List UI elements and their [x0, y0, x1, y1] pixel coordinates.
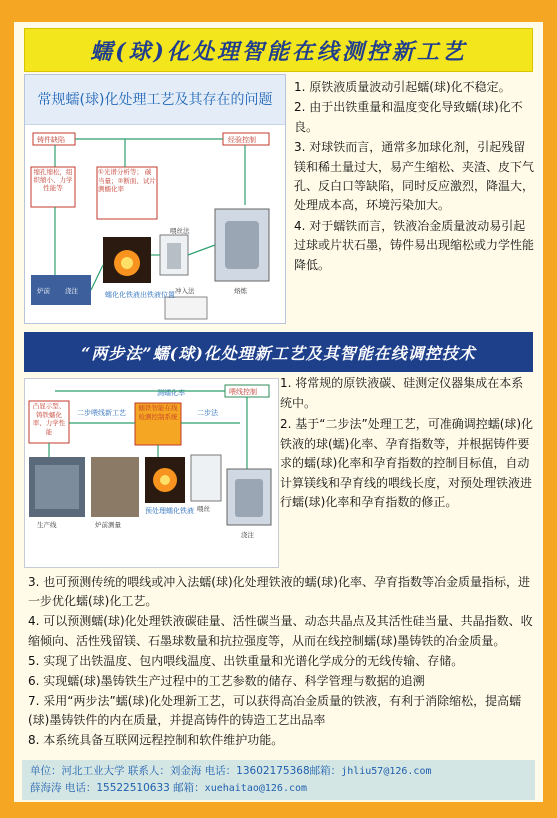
- feedback-control-label: 经验控制: [228, 136, 256, 144]
- new-process-title: “两步法”蠕(球)化处理新工艺及其智能在线调控技术: [81, 343, 476, 363]
- poster-title: 蠕(球)化处理智能在线测控新工艺: [90, 38, 467, 65]
- title-banner: [24, 28, 533, 72]
- feature-item: 7. 采用“两步法”蠕(球)化处理新工艺，可以获得高冶金质量的铁液，有利于消除缩松，提高蠕(球)墨铸铁件的内在质量，并提高铸件的铸造工艺出品率: [28, 693, 522, 728]
- furnace-analysis-label: 炉前测量: [95, 521, 121, 529]
- contact-prefix-2: 薛海涛 电话：15522510633 邮箱：: [30, 782, 205, 794]
- smart-center-fo: [136, 404, 180, 444]
- feature-item: 4. 可以预测蠕(球)化处理铁液碳硅量、活性碳当量、动态共晶点及其活性硅当量、共晶指数、收缩倾向、活性残留镁、石墨球数量和抗拉强度等，从而在线控制蠕(球)墨铸铁的冶金质量。: [28, 614, 533, 648]
- problem-item: 1. 原铁液质量波动引起蠕(球)化不稳定。: [294, 80, 511, 94]
- label-b: 二步法: [197, 409, 218, 417]
- feature-item: 3. 也可预测传统的喂线或冲入法蠕(球)化处理铁液的蠕(球)化率、孕育指数等冶金质量指标，进一步优化蠕(球)化工艺。: [28, 575, 530, 609]
- email-link-1[interactable]: jhliu57@126.com: [341, 766, 432, 777]
- conventional-problems-list: [294, 78, 534, 322]
- conventional-process-diagram: [24, 74, 286, 324]
- new-process-feature-list: [28, 573, 536, 751]
- new-process-diagram: [24, 378, 279, 568]
- wire-control-label: 喂线控制: [229, 388, 257, 396]
- poster: [14, 22, 543, 802]
- contact-footer: [22, 760, 535, 800]
- new-process-side-list: [280, 374, 535, 570]
- contact-line-1: [30, 763, 527, 780]
- furnace-label: 熔炼: [234, 287, 247, 295]
- molten-iron-core: [160, 475, 170, 485]
- molten-iron-core: [121, 257, 133, 269]
- furnace-analysis-image: [91, 457, 139, 517]
- new-process-banner: [24, 332, 533, 372]
- defect-note-text: 缩孔缩松，组织缩小、力学性能等: [33, 168, 73, 192]
- problem-item: 4. 对于蠕铁而言，铁液冶金质量波动易引起过球或片状石墨，铸件易出现缩松或力学性能降低。: [294, 218, 535, 272]
- contact-prefix-1: 单位：河北工业大学 联系人：刘金海 电话：13602175368邮箱：: [30, 765, 342, 777]
- low-wire-note: 蠕化化铁液出铁液位置: [105, 291, 175, 299]
- feature-item: 2. 基于“二步法”处理工艺，可准确调控蠕(球)化铁液的球(蠕)化率、孕育指数等，并根据铸件要求的蠕(球)化率和孕育指数的控制目标值，自动计算镁线和孕育线的喂线长度，对预处理铁液进行蠕(球)化率和孕育指数的修正。: [280, 417, 534, 509]
- casting-defect-label: 铸件缺陷: [37, 136, 65, 144]
- production-line-detail: [35, 465, 79, 509]
- label-c: 喂丝: [197, 505, 210, 513]
- feature-item: 8. 本系统具备互联网远程控制和软件维护功能。: [28, 733, 284, 748]
- analysis-note-text: ①光谱分析等； 碳当量；②断面、试片测蠕化率: [98, 168, 156, 193]
- loop-label-1: 炉前: [37, 287, 50, 295]
- new-process-flow: [25, 379, 278, 567]
- new-process-label: 二步喂线新工艺: [77, 409, 126, 417]
- feature-item: 5. 实现了出铁温度、包内喂线温度、出铁重量和光谱化学成分的无线传输、存储。: [28, 653, 464, 668]
- pour-in-ladle-image: [165, 297, 207, 319]
- furnace-link-arrow: [188, 245, 215, 255]
- conventional-panel-title: 常规蠕(球)化处理工艺及其存在的问题: [25, 75, 285, 125]
- analysis-note-fo: [98, 168, 156, 218]
- smart-center-text: 蠕铁智能在线检测控制系统: [138, 404, 178, 421]
- pour-machine: [235, 479, 263, 517]
- label-a: 测蠕化率: [157, 389, 185, 397]
- left-note-fo: [30, 402, 68, 442]
- ladle-link-arrow: [91, 265, 103, 290]
- feature-item: 1. 将常规的原铁液碳、硅测定仪器集成在本系统中。: [280, 376, 524, 410]
- production-line-label: 生产线: [37, 521, 57, 529]
- left-note-text: 凸显示型、铸铁蠕化率、力学性能: [32, 402, 66, 436]
- problem-item: 2. 由于出铁重量和温度变化导致蠕(球)化不良。: [294, 100, 523, 134]
- furnace-body: [225, 221, 259, 269]
- wire-method-label: 喂丝法: [170, 227, 190, 235]
- problem-item: 3. 对球铁而言，通常多加球化剂，引起残留镁和稀土量过大，易产生缩松、夹渣、皮下气孔、反白口等缺陷，同时反应激烈，降温大，处理成本高，环境污染加大。: [294, 140, 535, 213]
- pour-in-method-label: 冲入法: [175, 287, 195, 295]
- email-link-2[interactable]: xuehaitao@126.com: [204, 783, 308, 794]
- pre-treat-label: 预处理蠕化铁液: [145, 507, 194, 515]
- contact-line-2: [30, 780, 527, 797]
- wire-feeder-body: [167, 243, 181, 269]
- pour-label: 浇注: [241, 531, 254, 539]
- feature-item: 6. 实现蠕(球)墨铸铁生产过程中的工艺参数的储存、科学管理与数据的追溯: [28, 673, 425, 688]
- loop-label-2: 浇注: [65, 287, 78, 295]
- wire-feeder-image: [191, 455, 221, 501]
- defect-note-fo: [32, 168, 74, 206]
- conventional-process-flow: [25, 125, 285, 323]
